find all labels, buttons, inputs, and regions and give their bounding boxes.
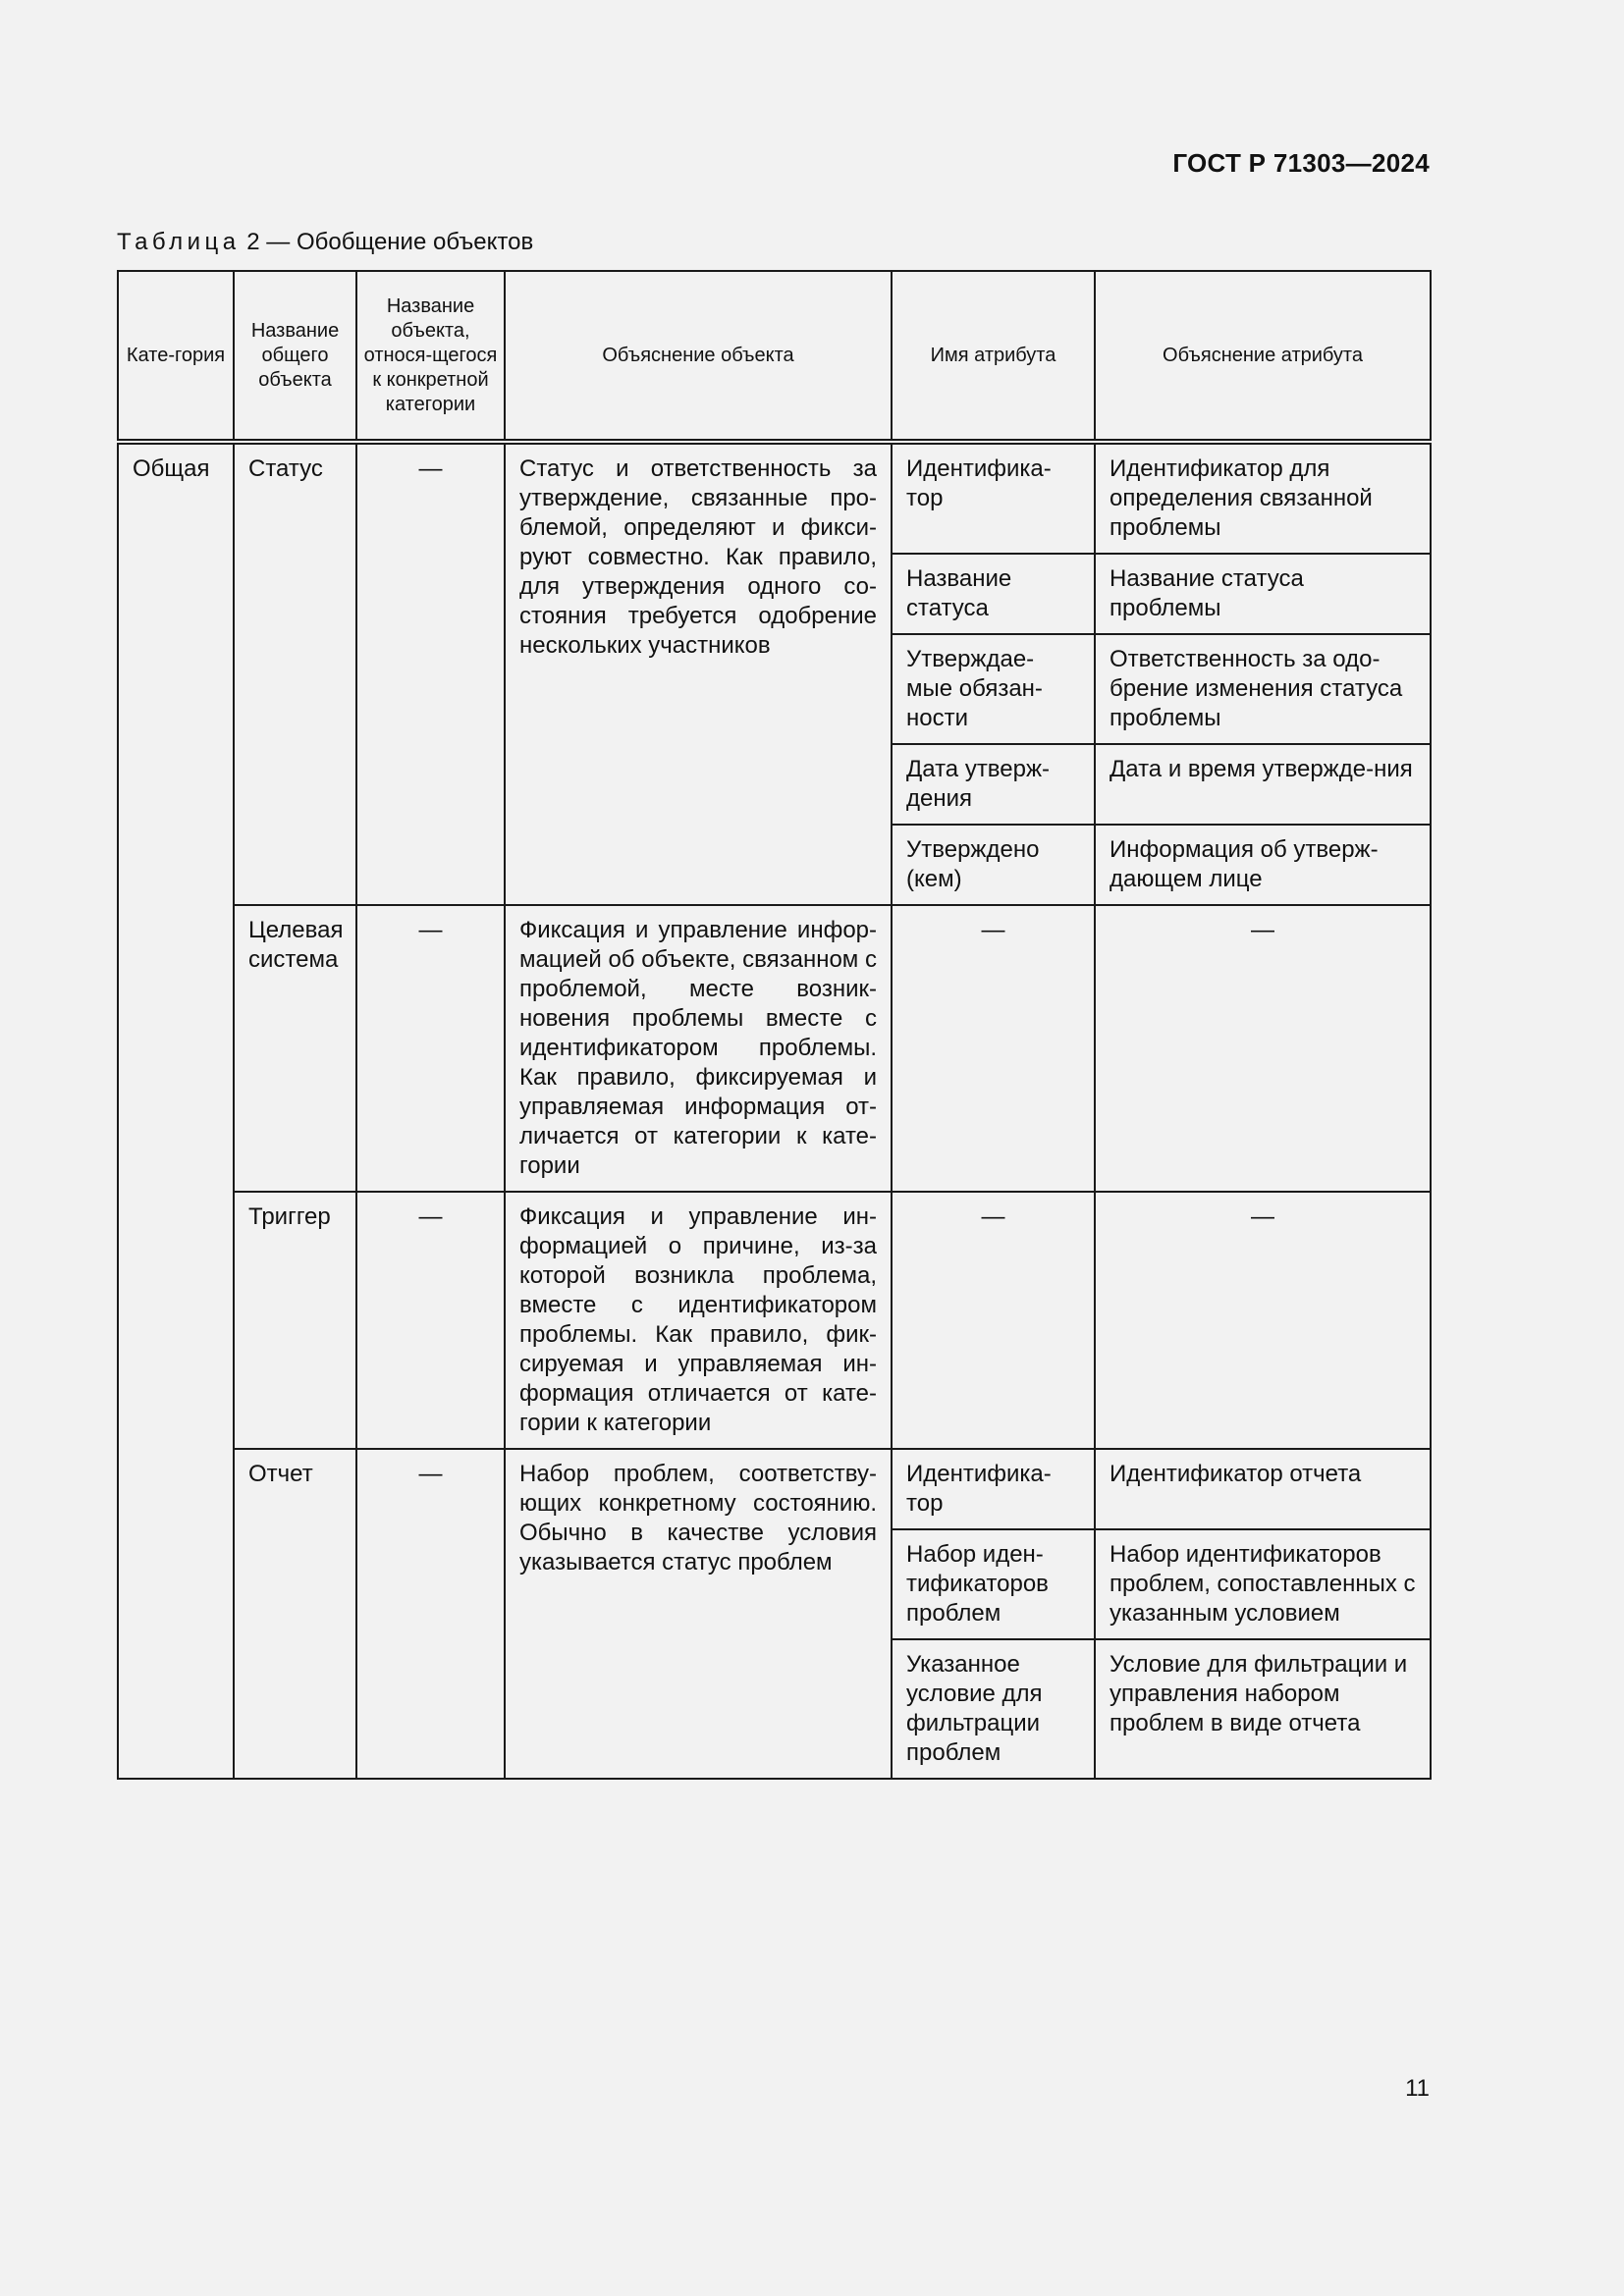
attribute-explanation-cell: Ответственность за одо-брение изменения статуса проблемы <box>1095 634 1431 744</box>
object-name-cell: Отчет <box>234 1449 356 1779</box>
attribute-name-cell: — <box>892 905 1095 1192</box>
header-category: Кате-гория <box>118 271 234 442</box>
header-specific-object-name: Название объекта, относя-щегося к конкретной категории <box>356 271 505 442</box>
attribute-explanation-cell: — <box>1095 1192 1431 1449</box>
specific-object-cell: — <box>356 1449 505 1779</box>
specific-object-cell: — <box>356 905 505 1192</box>
objects-summary-table <box>117 270 1432 1780</box>
attribute-explanation-cell: Дата и время утвержде-ния <box>1095 744 1431 825</box>
document-code: ГОСТ Р 71303—2024 <box>1172 148 1430 178</box>
attribute-explanation-cell: Идентификатор отчета <box>1095 1449 1431 1529</box>
table-caption <box>117 229 533 256</box>
table-header <box>118 271 1431 442</box>
table-row <box>118 1192 1431 1449</box>
object-explanation-cell: Фиксация и управление инфор-мацией об объекте, связанном с проблемой, месте возник-новения проблемы вместе с идентификатором проблемы. Как правило, фиксируемая и управляемая информация от-личается от категории к кате-гории <box>505 905 892 1192</box>
attribute-explanation-cell: Условие для фильтрации и управления набором проблем в виде отчета <box>1095 1639 1431 1779</box>
attribute-name-cell: Набор иден-тификаторов проблем <box>892 1529 1095 1639</box>
object-explanation-cell: Фиксация и управление ин-формацией о причине, из-за которой возникла проблема, вместе с идентификатором проблемы. Как правило, фик-сируемая и управляемая ин-формация отличается от кате-гории к категории <box>505 1192 892 1449</box>
attribute-name-cell: Утверждае-мые обязан-ности <box>892 634 1095 744</box>
table-caption-text: 2 — Обобщение объектов <box>246 229 534 255</box>
attribute-explanation-cell: — <box>1095 905 1431 1192</box>
page-number: 11 <box>1405 2075 1430 2102</box>
attribute-explanation-cell: Идентификатор для определения связанной проблемы <box>1095 442 1431 554</box>
table-row <box>118 905 1431 1192</box>
object-name-cell: Целевая система <box>234 905 356 1192</box>
table-row <box>118 1449 1431 1529</box>
attribute-explanation-cell: Информация об утверж-дающем лице <box>1095 825 1431 905</box>
attribute-name-cell: Идентифика-тор <box>892 442 1095 554</box>
specific-object-cell: — <box>356 442 505 905</box>
table-body <box>118 442 1431 1779</box>
table-row <box>118 442 1431 554</box>
header-attribute-explanation: Объяснение атрибута <box>1095 271 1431 442</box>
attribute-name-cell: — <box>892 1192 1095 1449</box>
header-object-explanation: Объяснение объекта <box>505 271 892 442</box>
table-header-row <box>118 271 1431 442</box>
attribute-name-cell: Идентифика-тор <box>892 1449 1095 1529</box>
attribute-name-cell: Название статуса <box>892 554 1095 634</box>
header-attribute-name: Имя атрибута <box>892 271 1095 442</box>
object-name-cell: Триггер <box>234 1192 356 1449</box>
attribute-explanation-cell: Набор идентификаторов проблем, сопоставленных с указанным условием <box>1095 1529 1431 1639</box>
object-name-cell: Статус <box>234 442 356 905</box>
category-cell: Общая <box>118 442 234 1779</box>
specific-object-cell: — <box>356 1192 505 1449</box>
header-common-object-name: Название общего объекта <box>234 271 356 442</box>
attribute-name-cell: Утверждено (кем) <box>892 825 1095 905</box>
attribute-explanation-cell: Название статуса проблемы <box>1095 554 1431 634</box>
object-explanation-cell: Статус и ответственность за утверждение, связанные про-блемой, определяют и фикси-руют совместно. Как правило, для утверждения одного со-стояния требуется одобрение нескольких участников <box>505 442 892 905</box>
object-explanation-cell: Набор проблем, соответству-ющих конкретному состоянию. Обычно в качестве условия указывается статус проблем <box>505 1449 892 1779</box>
attribute-name-cell: Указанное условие для фильтрации проблем <box>892 1639 1095 1779</box>
table-caption-label: Таблица <box>117 229 241 255</box>
attribute-name-cell: Дата утверж-дения <box>892 744 1095 825</box>
